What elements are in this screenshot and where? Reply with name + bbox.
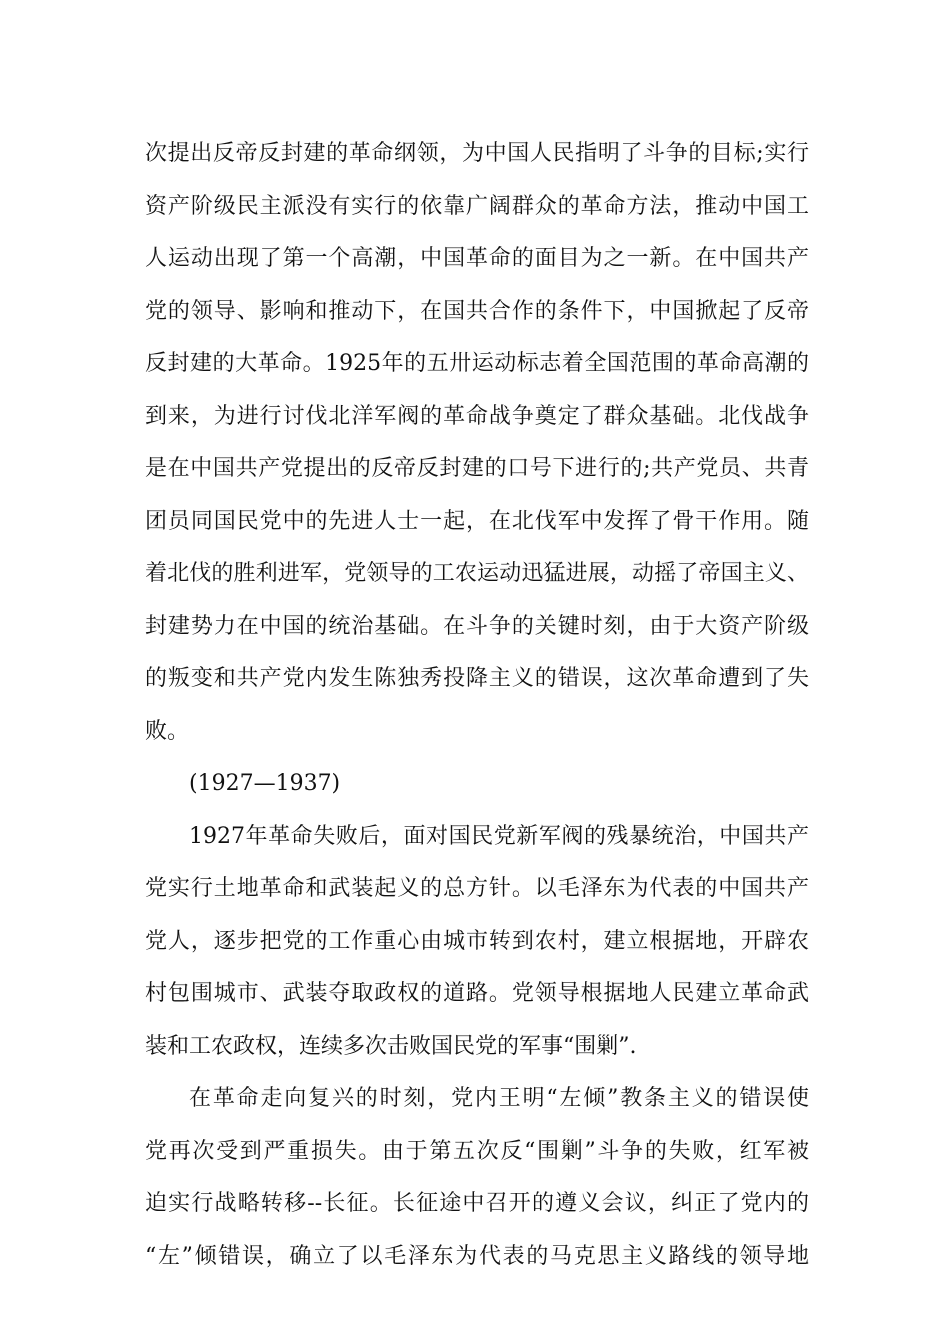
text-line: 是在中国共产党提出的反帝反封建的口号下进行的;共产党员、共青 [145, 456, 809, 481]
text-line: 装和工农政权，连续多次击败国民党的军事“围剿”. [145, 1033, 637, 1059]
text-line: 党的领导、影响和推动下，在国共合作的条件下，中国掀起了反帝 [145, 298, 809, 324]
text-line: “左”倾错误，确立了以毛泽东为代表的马克思主义路线的领导地 [145, 1243, 809, 1269]
text-line: 1927年革命失败后，面对国民党新军阀的残暴统治，中国共产 [189, 823, 809, 849]
paragraph-3 [145, 1073, 809, 1283]
text-line: 人运动出现了第一个高潮，中国革命的面目为之一新。在中国共产 [145, 246, 809, 271]
text-line: 党实行土地革命和武装起义的总方针。以毛泽东为代表的中国共产 [145, 876, 809, 901]
paragraph-1 [145, 128, 809, 758]
text-line: 村包围城市、武装夺取政权的道路。党领导根据地人民建立革命武 [145, 981, 809, 1006]
text-line: 党人，逐步把党的工作重心由城市转到农村，建立根据地，开辟农 [145, 928, 809, 954]
text-line: 资产阶级民主派没有实行的依靠广阔群众的革命方法，推动中国工 [145, 193, 809, 219]
text-line: 次提出反帝反封建的革命纲领，为中国人民指明了斗争的目标;实行 [145, 141, 809, 166]
text-line: 的叛变和共产党内发生陈独秀投降主义的错误，这次革命遭到了失 [145, 666, 809, 691]
text-line: 党再次受到严重损失。由于第五次反“围剿”斗争的失败，红军被 [145, 1138, 809, 1164]
text-line: 在革命走向复兴的时刻，党内王明“左倾”教条主义的错误使 [189, 1086, 809, 1111]
body-text [145, 128, 809, 1283]
text-line: 反封建的大革命。1925年的五卅运动标志着全国范围的革命高潮的 [145, 351, 809, 376]
text-line: 到来，为进行讨伐北洋军阀的革命战争奠定了群众基础。北伐战争 [145, 403, 809, 429]
paragraph-2 [145, 811, 809, 1074]
text-line: 迫实行战略转移--长征。长征途中召开的遵义会议，纠正了党内的 [145, 1191, 809, 1216]
text-line: 败。 [145, 718, 190, 744]
section-heading [145, 758, 809, 811]
text-line: 封建势力在中国的统治基础。在斗争的关键时刻，由于大资产阶级 [145, 613, 809, 639]
text-line: 团员同国民党中的先进人士一起，在北伐军中发挥了骨干作用。随 [145, 508, 809, 534]
text-line: 着北伐的胜利进军，党领导的工农运动迅猛进展，动摇了帝国主义、 [145, 561, 809, 586]
period-heading: (1927—1937) [189, 771, 341, 796]
